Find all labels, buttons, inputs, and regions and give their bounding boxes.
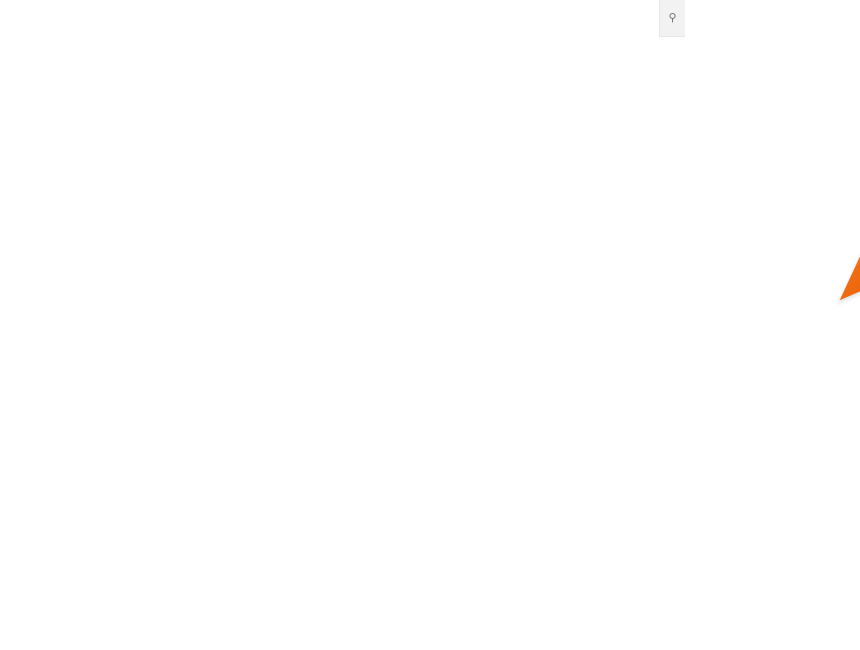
search-icon: ⚲ xyxy=(668,11,677,24)
perspective-wrapper xyxy=(300,0,860,390)
search-toggle-button[interactable] xyxy=(659,0,685,37)
site-logo[interactable] xyxy=(840,189,860,300)
site-header xyxy=(840,48,860,300)
perspective-plane xyxy=(702,48,860,598)
